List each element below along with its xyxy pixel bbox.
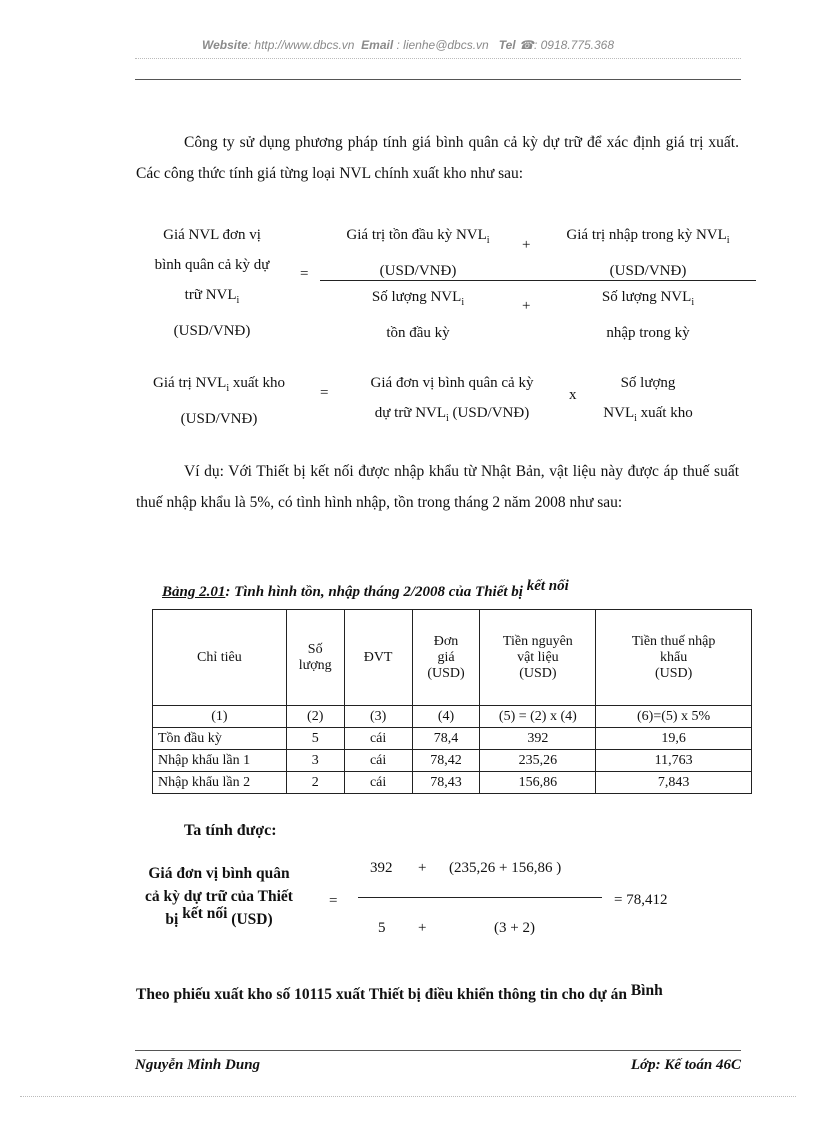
inventory-table [152, 609, 752, 794]
th-dvt: ĐVT [344, 610, 412, 706]
formula2-equals: = [320, 385, 329, 401]
footer-divider [135, 1050, 741, 1051]
website-value: : http://www.dbcs.vn [247, 38, 355, 52]
formula2-times: x [569, 387, 577, 403]
table-cell: 11,763 [596, 750, 752, 772]
formula1-lhs [130, 220, 294, 346]
calc-den-b: (3 + 2) [494, 920, 535, 936]
last-line [136, 982, 663, 1004]
formula2-rhs [586, 368, 710, 434]
table-cell: 2 [286, 772, 344, 794]
table-cell: (1) [153, 706, 287, 728]
calc-lhs-line1: Giá đơn vị bình quân [148, 865, 290, 882]
calc-lhs-line2: cả kỳ dự trữ của Thiết [145, 888, 293, 905]
table-caption [162, 578, 569, 601]
table-cell: (5) = (2) x (4) [480, 706, 596, 728]
formula2-lhs-line2: (USD/VNĐ) [180, 411, 258, 427]
formula1-den-plus: + [522, 298, 531, 314]
th-chi-tieu: Chỉ tiêu [153, 610, 287, 706]
table-caption-text: : Tình hình tồn, nhập tháng 2/2008 của Thiết bị [225, 584, 523, 600]
table-index-row [153, 706, 752, 728]
th-tien-nvl: Tiền nguyên vật liệu (USD) [480, 610, 596, 706]
table-cell: Nhập khẩu lần 1 [153, 750, 287, 772]
table-cell: 78,42 [412, 750, 480, 772]
calc-result: = 78,412 [614, 892, 668, 908]
table-cell: cái [344, 750, 412, 772]
calc-lhs [130, 862, 308, 931]
table-cell: cái [344, 728, 412, 750]
table-caption-raised: kết nối [526, 578, 569, 594]
table-cell: 7,843 [596, 772, 752, 794]
formula1-num-right-line1: Giá trị nhập trong kỳ $NVL_i$ [566, 227, 730, 246]
last-line-word: Bình [630, 982, 663, 999]
calc-intro: Ta tính được: [184, 822, 277, 839]
tel-value: : 0918.775.368 [533, 38, 615, 52]
calc-lhs-line3: bị kết nối (USD) [165, 905, 273, 928]
table-cell: (4) [412, 706, 480, 728]
tel-label: Tel [498, 38, 516, 52]
formula1-num-right [540, 220, 756, 286]
calc-den-a: 5 [378, 920, 386, 936]
intro-paragraph: Công ty sử dụng phương pháp tính giá bình quân cả kỳ dự trữ để xác định giá trị xuất. Các công thức tính giá từng loại NVL chính xuất kho như sau: [136, 134, 739, 182]
formula2-mid [340, 368, 564, 434]
header-rule [135, 58, 741, 59]
header-divider [135, 79, 741, 80]
calc-fraction-bar [358, 897, 602, 898]
page-header [0, 38, 816, 52]
page-edge-rule [20, 1096, 796, 1097]
formula1-den-right-line2: nhập trong kỳ [606, 325, 690, 341]
table-header-row [153, 610, 752, 706]
calc-den-plus: + [418, 920, 427, 936]
table-cell: 19,6 [596, 728, 752, 750]
th-don-gia: Đơn giá (USD) [412, 610, 480, 706]
table-cell: (2) [286, 706, 344, 728]
formula1-lhs-line1: Giá NVL đơn vị [163, 227, 261, 243]
last-line-text: Theo phiếu xuất kho số 10115 xuất Thiết bị điều khiển thông tin cho dự án [136, 986, 627, 1003]
formula1-equals: = [300, 266, 309, 282]
footer-class: Lớp: Kế toán 46C [630, 1057, 741, 1073]
phone-icon: ☎ [519, 38, 534, 52]
formula1-lhs-line2: bình quân cả kỳ dự [154, 257, 270, 273]
formula1-den-left-line1: Số lượng $NVL_i$ [371, 289, 465, 308]
formula1-fraction-bar [320, 280, 756, 281]
formula1-den-right [540, 282, 756, 348]
table-cell: 78,43 [412, 772, 480, 794]
formula1-den-left-line2: tồn đầu kỳ [386, 325, 450, 341]
email-label: Email [361, 38, 394, 52]
table-cell: 235,26 [480, 750, 596, 772]
formula2-lhs [130, 368, 308, 434]
calc-num-plus: + [418, 860, 427, 876]
table-cell: 5 [286, 728, 344, 750]
example-paragraph: Ví dụ: Với Thiết bị kết nối được nhập khẩu từ Nhật Bản, vật liệu này được áp thuế suất thuế nhập khẩu là 5%, có tình hình nhập, tồn trong tháng 2 năm 2008 như sau: [136, 463, 739, 511]
calc-equals: = [329, 893, 338, 909]
table-cell: 156,86 [480, 772, 596, 794]
table-row [153, 772, 752, 794]
table-cell: Nhập khẩu lần 2 [153, 772, 287, 794]
formula1-num-plus: + [522, 237, 531, 253]
formula1-lhs-line4: (USD/VNĐ) [173, 323, 251, 339]
calc-num-a: 392 [370, 860, 393, 876]
table-cell: 392 [480, 728, 596, 750]
email-value: : lienhe@dbcs.vn [396, 38, 489, 52]
formula1-lhs-line3: trữ $NVL_i$ [184, 287, 240, 306]
formula1-num-left-line2: (USD/VNĐ) [379, 263, 457, 279]
formula1-num-left [320, 220, 516, 286]
formula2-rhs-line2: $NVL_i$ xuất kho [603, 405, 693, 424]
formula1-num-right-line2: (USD/VNĐ) [609, 263, 687, 279]
footer-author: Nguyễn Minh Dung [135, 1057, 261, 1073]
website-label: Website [201, 38, 248, 52]
table-row [153, 750, 752, 772]
formula2-mid-line1: Giá đơn vị bình quân cả kỳ [370, 375, 534, 391]
table-cell: (3) [344, 706, 412, 728]
table-cell: 78,4 [412, 728, 480, 750]
formula1-den-left [320, 282, 516, 348]
th-so-luong: Số lượng [286, 610, 344, 706]
table-cell: (6)=(5) x 5% [596, 706, 752, 728]
table-cell: Tồn đầu kỳ [153, 728, 287, 750]
table-caption-label: Bảng 2.01 [162, 584, 226, 600]
formula1-den-right-line1: Số lượng $NVL_i$ [601, 289, 695, 308]
th-tien-thue: Tiền thuế nhập khẩu (USD) [596, 610, 752, 706]
table-cell: 3 [286, 750, 344, 772]
formula2-mid-line2: dự trữ $NVL_i$ (USD/VNĐ) [374, 405, 530, 424]
formula1-num-left-line1: Giá trị tồn đầu kỳ $NVL_i$ [346, 227, 490, 246]
table-cell: cái [344, 772, 412, 794]
formula2-lhs-line1: Giá trị $NVL_i$ xuất kho [153, 375, 285, 394]
formula2-rhs-line1: Số lượng [620, 375, 676, 391]
table-row [153, 728, 752, 750]
calc-num-b: (235,26 + 156,86 ) [449, 860, 562, 876]
